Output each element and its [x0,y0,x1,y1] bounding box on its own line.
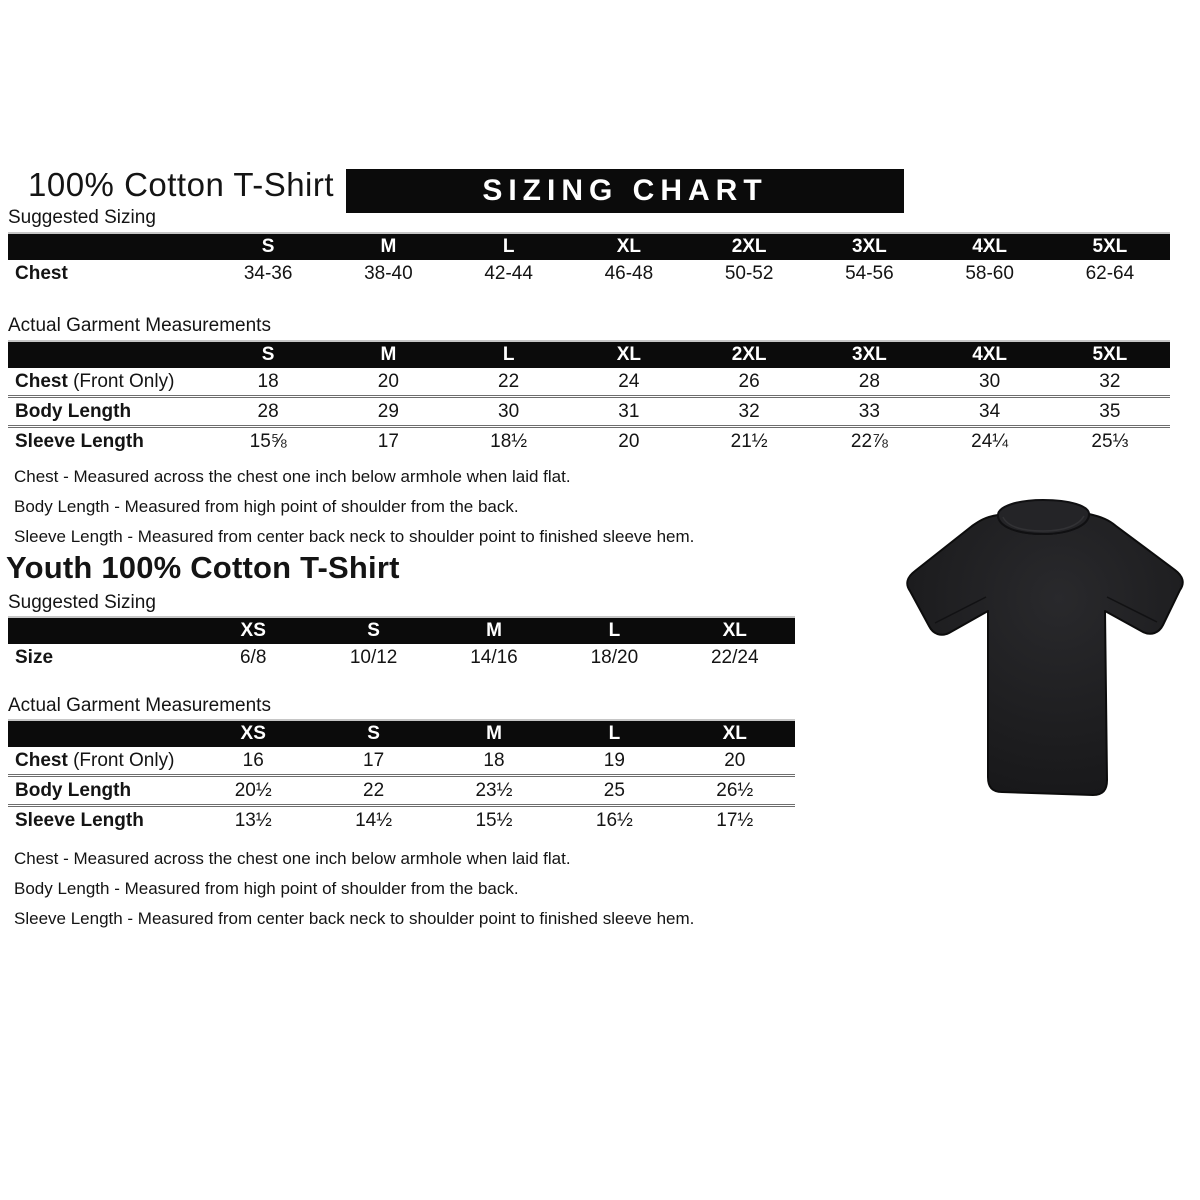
measurement-cell: 19 [603,749,625,771]
table-row [8,425,1170,455]
tshirt-silhouette [893,487,1193,807]
row-label: Size [15,646,54,668]
measurement-cell: 23½ [475,779,513,801]
measurement-cell: 16 [242,749,264,771]
page-title: 100% Cotton T-Shirt [28,166,335,203]
size-column-header: XS [240,620,266,641]
youth-measurement-notes [14,844,694,934]
measurement-cell: 6/8 [239,646,267,668]
row-label: Chest (Front Only) [15,749,175,771]
black-tshirt-image [893,487,1193,807]
measurement-cell: 54-56 [845,262,894,284]
youth-suggested-sizing-table [8,616,795,671]
size-column-header: 2XL [731,344,767,365]
measurement-cell: 46-48 [604,262,654,284]
measurement-cell: 21½ [730,430,768,452]
row-label: Sleeve Length [15,809,144,831]
youth-section-title: Youth 100% Cotton T-Shirt [6,550,400,585]
measurement-cell: 20 [724,749,746,771]
measurement-cell: 15½ [475,809,513,831]
measurement-cell: 34-36 [243,262,293,284]
table-row [8,368,1170,395]
measurement-cell: 17 [377,430,399,452]
size-column-header: XS [240,723,266,744]
table-header-row [8,342,1170,368]
measurement-cell: 28 [257,400,279,422]
measurement-cell: 15⅝ [249,430,287,452]
measurement-cell: 20½ [234,779,272,801]
measurement-cell: 30 [979,370,1001,392]
measurement-cell: 38-40 [364,262,413,284]
measurement-cell: 28 [858,370,880,392]
sleeve-length-note: Sleeve Length - Measured from center back neck to shoulder point to finished sleeve hem. [14,909,695,928]
size-column-header: M [486,620,502,641]
chest-note: Chest - Measured across the chest one inch below armhole when laid flat. [14,849,571,868]
size-column-header: S [367,620,380,641]
measurement-cell: 26½ [716,779,754,801]
table-header-row [8,234,1170,260]
size-column-header: XL [722,620,747,641]
measurement-cell: 32 [738,400,760,422]
measurement-cell: 18½ [490,430,528,452]
adult-actual-measurements-label: Actual Garment Measurements [8,315,271,336]
table-header-row [8,618,795,644]
size-column-header: L [608,723,621,744]
measurement-cell: 50-52 [724,262,774,284]
measurement-cell: 22 [363,779,385,801]
size-column-header: XL [616,236,642,257]
youth-actual-measurements-label: Actual Garment Measurements [8,695,271,716]
body-length-note: Body Length - Measured from high point of shoulder from the back. [14,879,519,898]
size-column-header: XL [616,344,642,365]
measurement-cell: 25 [603,779,625,801]
table-row [8,747,795,774]
body-length-note: Body Length - Measured from high point of shoulder from the back. [14,497,519,516]
youth-actual-measurements-table [8,719,795,834]
measurement-cell: 42-44 [484,262,533,284]
adult-actual-measurements-table [8,340,1170,455]
tshirt-body [907,514,1182,795]
size-column-header: L [502,344,515,365]
size-column-header: S [261,236,275,257]
measurement-cell: 25⅓ [1091,430,1129,452]
row-label: Chest [15,262,68,284]
table-header-row [8,721,795,747]
row-label: Body Length [15,779,132,801]
table-row [8,644,795,671]
measurement-cell: 24 [618,370,640,392]
measurement-cell: 18 [257,370,279,392]
table-row [8,804,795,834]
measurement-cell: 14½ [355,809,393,831]
row-label: Chest (Front Only) [15,370,175,392]
sleeve-length-note: Sleeve Length - Measured from center back neck to shoulder point to finished sleeve hem. [14,527,695,546]
size-column-header: 2XL [731,236,767,257]
measurement-cell: 58-60 [965,262,1014,284]
measurement-cell: 62-64 [1085,262,1135,284]
size-column-header: L [608,620,621,641]
measurement-cell: 18/20 [590,646,639,668]
size-column-header: 3XL [851,344,887,365]
measurement-cell: 33 [858,400,880,422]
adult-suggested-sizing-label: Suggested Sizing [8,207,156,228]
measurement-cell: 20 [618,430,640,452]
measurement-cell: 16½ [595,809,633,831]
measurement-cell: 26 [738,370,760,392]
measurement-cell: 24¼ [971,430,1009,452]
measurement-cell: 31 [618,400,640,422]
size-column-header: 5XL [1092,236,1128,257]
measurement-cell: 30 [498,400,520,422]
measurement-cell: 22/24 [710,646,759,668]
row-label: Body Length [15,400,132,422]
tshirt-collar [998,500,1089,534]
measurement-cell: 32 [1099,370,1121,392]
size-column-header: 5XL [1092,344,1128,365]
size-column-header: M [380,236,397,257]
chest-note: Chest - Measured across the chest one inch below armhole when laid flat. [14,467,571,486]
measurement-cell: 18 [483,749,505,771]
measurement-cell: 34 [979,400,1001,422]
table-row [8,395,1170,425]
measurement-cell: 35 [1099,400,1121,422]
table-row [8,260,1170,287]
size-column-header: S [367,723,380,744]
size-column-header: M [486,723,502,744]
size-column-header: L [502,236,515,257]
size-column-header: S [261,344,275,365]
measurement-cell: 22⅞ [850,430,888,452]
measurement-cell: 29 [377,400,399,422]
table-row [8,774,795,804]
size-column-header: M [380,344,397,365]
measurement-cell: 20 [377,370,399,392]
measurement-cell: 13½ [234,809,272,831]
measurement-cell: 14/16 [470,646,518,668]
sizing-chart-banner: SIZING CHART [346,169,904,213]
size-column-header: XL [722,723,747,744]
row-label: Sleeve Length [15,430,144,452]
adult-suggested-sizing-table [8,232,1170,287]
size-column-header: 4XL [972,236,1008,257]
measurement-cell: 17 [363,749,385,771]
size-column-header: 4XL [972,344,1008,365]
size-column-header: 3XL [851,236,887,257]
measurement-cell: 17½ [716,809,754,831]
measurement-cell: 22 [498,370,520,392]
adult-measurement-notes [14,462,694,552]
measurement-cell: 10/12 [349,646,398,668]
youth-suggested-sizing-label: Suggested Sizing [8,592,156,613]
